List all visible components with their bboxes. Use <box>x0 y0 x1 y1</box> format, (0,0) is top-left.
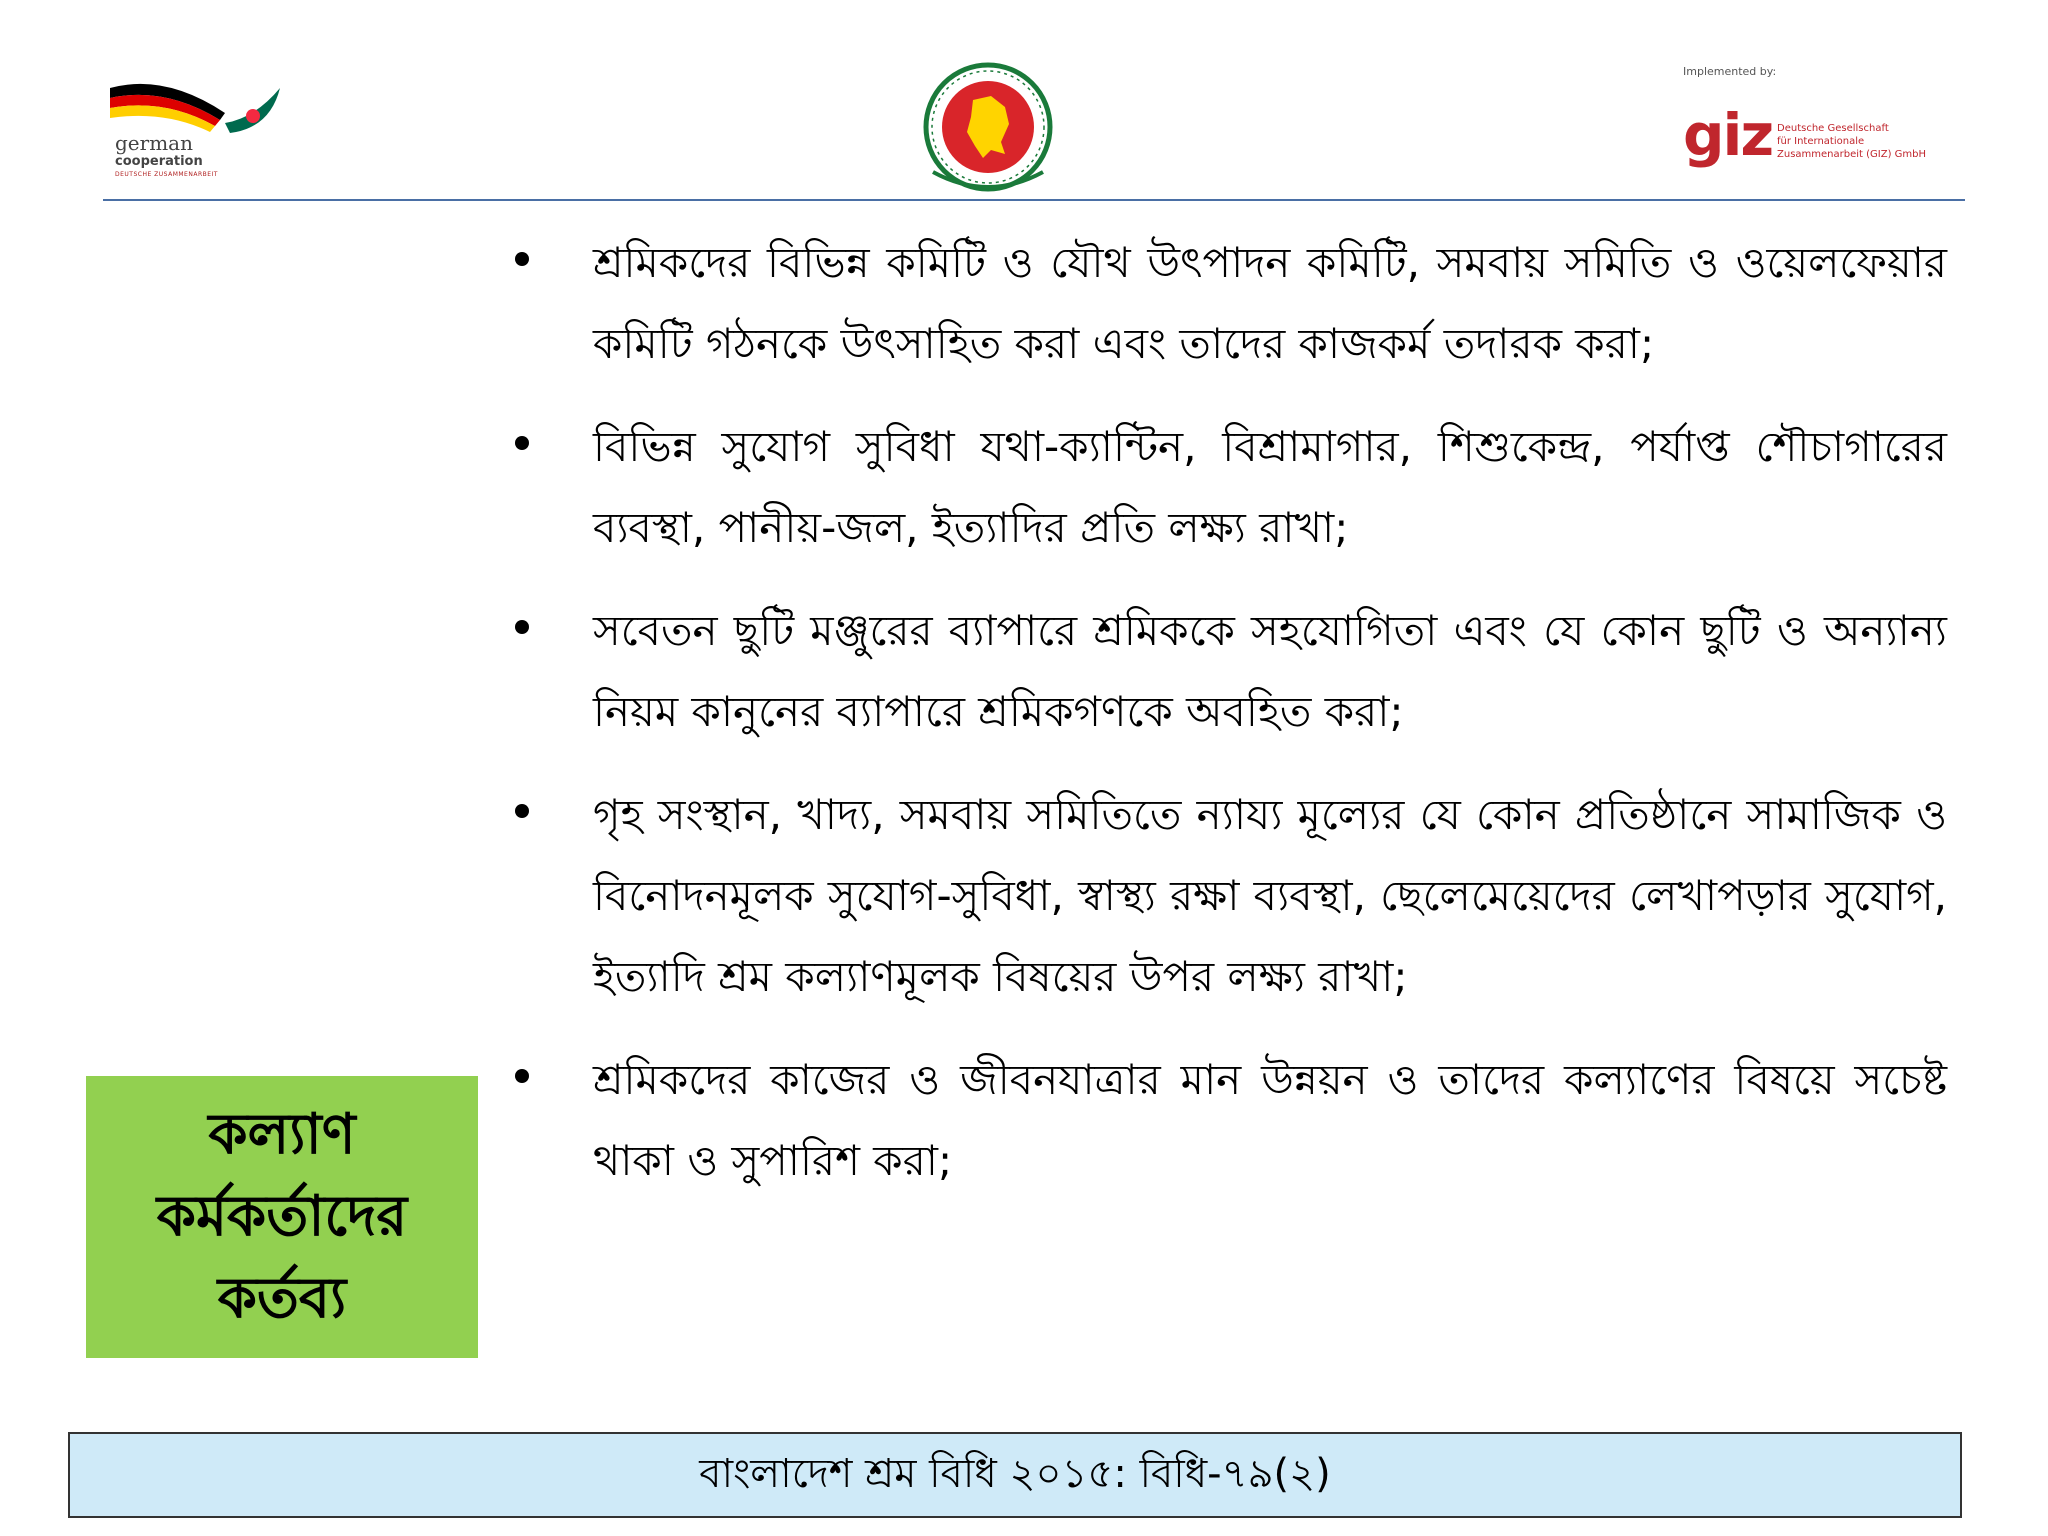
government-seal <box>913 62 1063 192</box>
giz-desc-line1: Deutsche Gesellschaft <box>1777 123 1889 134</box>
german-flag-swoosh-icon <box>105 78 285 138</box>
bullet-icon <box>515 804 529 818</box>
bullet-text: শ্রমিকদের কাজের ও জীবনযাত্রার মান উন্নয়ন ও তাদের কল্যাণের বিষয়ে সচেষ্ট থাকা ও সুপারিশ করা; <box>593 1055 1947 1185</box>
list-item <box>515 774 1947 1017</box>
bullet-text: সবেতন ছুটি মঞ্জুরের ব্যাপারে শ্রমিককে সহযোগিতা এবং যে কোন ছুটি ও অন্যান্য নিয়ম কানুনের ব্যাপারে শ্রমিকগণকে অবহিত করা; <box>593 606 1947 736</box>
section-title-box <box>86 1076 478 1358</box>
footer-reference <box>68 1432 1962 1518</box>
bullet-text: শ্রমিকদের বিভিন্ন কমিটি ও যৌথ উৎপাদন কমিটি, সমবায় সমিতি ও ওয়েলফেয়ার কমিটি গঠনকে উৎসাহিত করা এবং তাদের কাজকর্ম তদারক করা; <box>593 238 1947 368</box>
list-item <box>515 406 1947 568</box>
duties-list <box>515 222 1947 1223</box>
list-item <box>515 1039 1947 1201</box>
header-divider <box>103 199 1965 201</box>
title-line-3: কর্তব্য <box>217 1266 347 1331</box>
cooperation-text: cooperation <box>115 154 203 169</box>
giz-logo: giz <box>1683 101 1773 169</box>
deutsche-zusammenarbeit-text: DEUTSCHE ZUSAMMENARBEIT <box>115 171 218 178</box>
bullet-icon <box>515 1069 529 1083</box>
bullet-text: বিভিন্ন সুযোগ সুবিধা যথা-ক্যান্টিন, বিশ্রামাগার, শিশুকেন্দ্র, পর্যাপ্ত শৌচাগারের ব্যবস্থা, পানীয়-জল, ইত্যাদির প্রতি লক্ষ্য রাখা; <box>593 422 1947 552</box>
bullet-icon <box>515 620 529 634</box>
bullet-text: গৃহ সংস্থান, খাদ্য, সমবায় সমিতিতে ন্যায্য মূল্যের যে কোন প্রতিষ্ঠানে সামাজিক ও বিনোদনমূলক সুযোগ-সুবিধা, স্বাস্থ্য রক্ষা ব্যবস্থা, ছেলেমেয়েদের লেখাপড়ার সুযোগ, ইত্যাদি শ্রম কল্যাণমূলক বিষয়ের উপর লক্ষ্য রাখা; <box>593 790 1947 1001</box>
giz-description <box>1777 122 1977 161</box>
implemented-by-label: Implemented by: <box>1683 65 1777 78</box>
list-item <box>515 222 1947 384</box>
title-line-2: কর্মকর্তাদের <box>156 1184 408 1249</box>
footer-text: বাংলাদেশ শ্রম বিধি ২০১৫: বিধি-৭৯(২) <box>699 1450 1331 1497</box>
german-text: german <box>115 131 193 155</box>
list-item <box>515 590 1947 752</box>
giz-desc-line2: für Internationale <box>1777 136 1865 147</box>
bullet-icon <box>515 436 529 450</box>
giz-desc-line3: Zusammenarbeit (GIZ) GmbH <box>1777 149 1927 160</box>
bullet-icon <box>515 252 529 266</box>
bangladesh-seal-icon <box>913 62 1063 192</box>
header <box>0 0 2048 205</box>
title-line-1: কল্যাণ <box>208 1102 356 1167</box>
german-cooperation-logo <box>105 78 285 183</box>
